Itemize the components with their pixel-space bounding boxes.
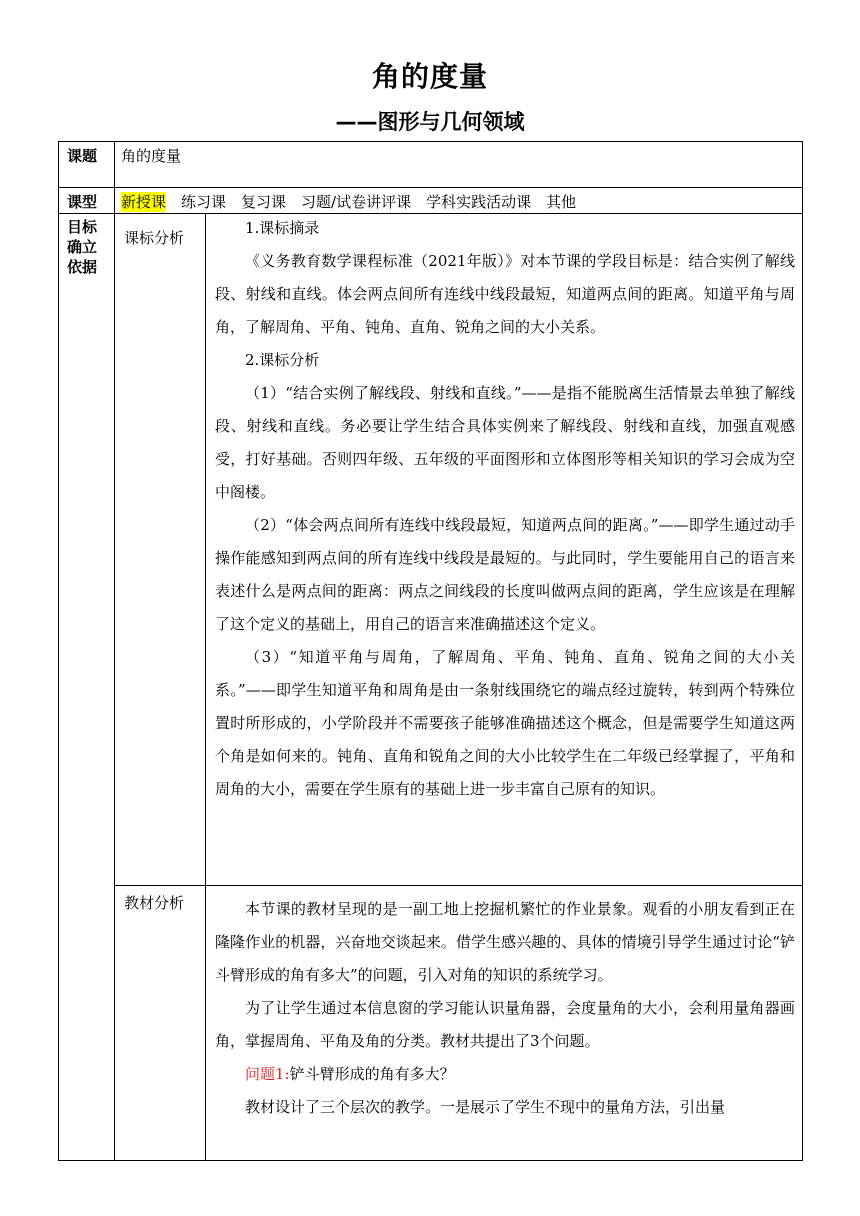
question-1-line — [215, 1058, 795, 1091]
document-title: 角的度量 — [371, 60, 488, 93]
lesson-type-options — [121, 192, 591, 212]
question-1-text: 铲斗臂形成的角有多大？ — [289, 1065, 455, 1083]
basis-label-line-2: 确立 — [67, 238, 98, 256]
lesson-type-review: 复习课 — [241, 193, 287, 211]
lesson-type-practice: 练习课 — [181, 193, 227, 211]
table-border-bottom — [58, 1160, 803, 1161]
textbook-analysis-label: 教材分析 — [124, 894, 185, 912]
standard-analysis-label: 课标分析 — [124, 229, 185, 247]
table-column-divider-2 — [205, 213, 206, 1161]
topic-value: 角的度量 — [121, 147, 182, 165]
standard-analysis-paragraph-3: （3）“知道平角与周角，了解周角、平角、钝角、直角、锐角之间的大小关系。”——即学生知道平角和周角是由一条射线围绕它的端点经过旋转，转到两个特殊位置时所形成的，小学阶段并不需要孩子能够准确描述这个概念，但是需要学生知道这两个角是如何来的。钝角、直角和锐角之间的大小比较学生在二年级已经掌握了，平角和周角的大小，需要在学生原有的基础上进一步丰富自己原有的知识。 — [215, 648, 795, 798]
standard-analysis-content — [215, 212, 795, 806]
question-1-label: 问题1: — [245, 1065, 290, 1083]
topic-label: 课题 — [67, 147, 98, 165]
textbook-analysis-paragraph-1: 本节课的教材呈现的是一副工地上挖掘机繁忙的作业景象。观看的小朋友看到正在隆隆作业的机器，兴奋地交谈起来。借学生感兴趣的、具体的情境引导学生通过讨论“铲斗臂形成的角有多大”的问题，引入对角的知识的系统学习。 — [215, 900, 795, 984]
textbook-analysis-paragraph-3: 教材设计了三个层次的教学。一是展示了学生不现中的量角方法，引出量 — [245, 1098, 726, 1116]
lesson-type-exercise-review: 习题/试卷讲评课 — [301, 193, 412, 211]
basis-label-line-3: 依据 — [67, 258, 98, 276]
table-row-divider-3 — [114, 885, 803, 886]
standard-excerpt-paragraph: 《义务教育数学课程标准（2021年版）》对本节课的学段目标是：结合实例了解线段、射线和直线。体会两点间所有连线中线段最短，知道两点间的距离。知道平角与周角，了解周角、平角、钝角、直角、锐角之间的大小关系。 — [215, 252, 795, 336]
standard-excerpt-heading: 1.课标摘录 — [245, 219, 320, 237]
document-subtitle: ——图形与几何领域 — [335, 110, 525, 134]
table-border-right — [802, 141, 803, 1161]
textbook-analysis-paragraph-2: 为了让学生通过本信息窗的学习能认识量角器，会度量角的大小，会利用量角器画角，掌握周角、平角及角的分类。教材共提出了3个问题。 — [215, 999, 795, 1050]
textbook-analysis-content — [215, 893, 795, 1124]
standard-analysis-heading: 2.课标分析 — [245, 351, 320, 369]
table-border-top — [58, 141, 803, 142]
lesson-type-label: 课型 — [67, 193, 98, 211]
lesson-type-new: 新授课 — [121, 193, 167, 211]
basis-label-line-1: 目标 — [67, 218, 98, 236]
table-column-divider-1 — [114, 141, 115, 1161]
lesson-type-practice-activity: 学科实践活动课 — [426, 193, 532, 211]
basis-label — [67, 217, 107, 277]
lesson-type-other: 其他 — [546, 193, 577, 211]
table-row-divider-1 — [58, 187, 803, 188]
table-border-left — [58, 141, 59, 1161]
standard-analysis-paragraph-2: （2）“体会两点间所有连线中线段最短，知道两点间的距离。”——即学生通过动手操作能感知到两点间的所有连线中线段是最短的。与此同时，学生要能用自己的语言来表述什么是两点间的距离：两点之间线段的长度叫做两点间的距离，学生应该是在理解了这个定义的基础上，用自己的语言来准确描述这个定义。 — [215, 516, 795, 633]
standard-analysis-paragraph-1: （1）“结合实例了解线段、射线和直线。”——是指不能脱离生活情景去单独了解线段、射线和直线。务必要让学生结合具体实例来了解线段、射线和直线，加强直观感受，打好基础。否则四年级、五年级的平面图形和立体图形等相关知识的学习会成为空中阁楼。 — [215, 384, 795, 501]
